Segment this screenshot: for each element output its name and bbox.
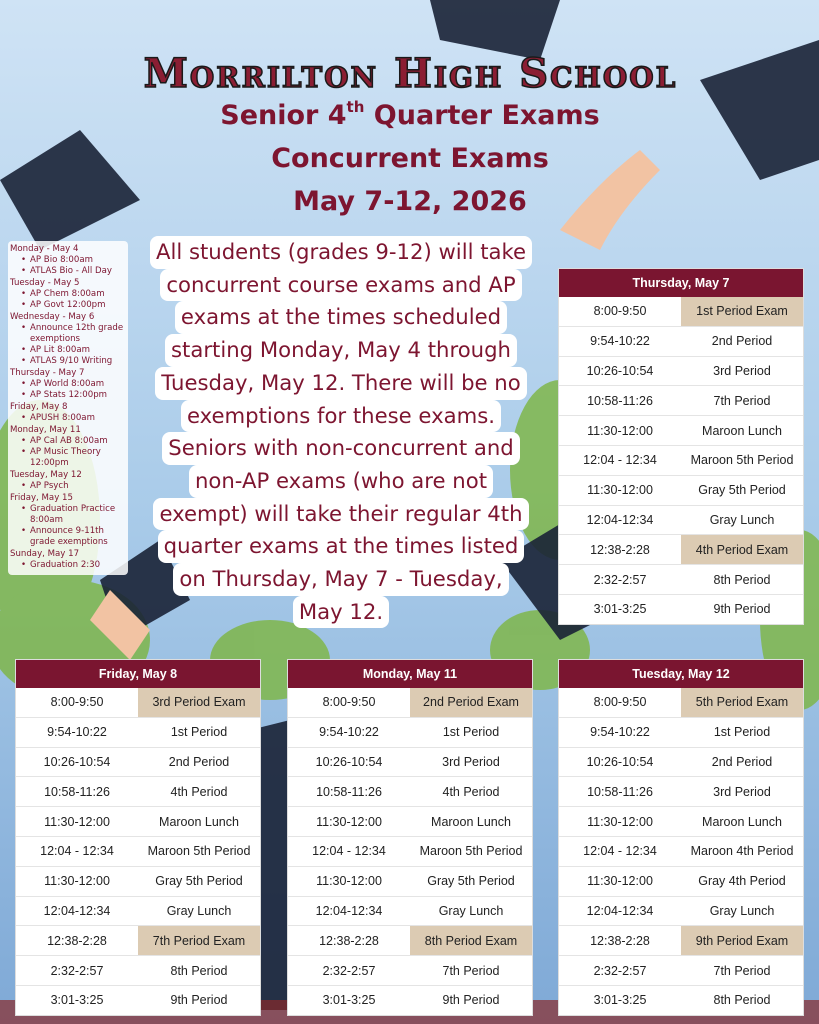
- schedule-friday: [15, 659, 261, 1016]
- period-cell: 9th Period: [170, 993, 228, 1008]
- time-cell: 10:58-11:26: [587, 393, 653, 408]
- calendar-event: • AP Lit 8:00am: [10, 345, 126, 356]
- schedule-header: Thursday, May 7: [559, 269, 803, 297]
- time-cell: 3:01-3:25: [322, 993, 376, 1008]
- schedule-row: [559, 688, 803, 718]
- schedule-row: [559, 565, 803, 595]
- calendar-day: Monday, May 11: [10, 425, 81, 435]
- schedule-row: [559, 327, 803, 357]
- time-cell: 11:30-12:00: [587, 423, 653, 438]
- calendar-day: Thursday - May 7: [10, 368, 85, 378]
- notice-line: exams at the times scheduled: [175, 301, 507, 334]
- school-logo-text: Morrilton High School: [143, 49, 678, 97]
- schedule-row: [288, 926, 532, 956]
- period-cell: 3rd Period: [442, 754, 500, 769]
- schedule-row: [288, 807, 532, 837]
- period-cell: 1st Period: [442, 725, 500, 740]
- time-cell: 9:54-10:22: [590, 725, 650, 740]
- schedule-row: [559, 748, 803, 778]
- period-cell: Gray Lunch: [709, 512, 775, 527]
- title-line-3: May 7-12, 2026: [293, 186, 527, 217]
- schedule-row: [16, 837, 260, 867]
- period-cell: 7th Period: [442, 963, 500, 978]
- calendar-event: • Announce 9-11th grade exemptions: [10, 526, 126, 548]
- calendar-day: Sunday, May 17: [10, 549, 80, 559]
- schedule-monday: [287, 659, 533, 1016]
- calendar-event: • AP Stats 12:00pm: [10, 390, 126, 401]
- schedule-row: [288, 837, 532, 867]
- calendar-day: Wednesday - May 6: [10, 312, 95, 322]
- time-cell: 12:04-12:34: [586, 512, 654, 527]
- schedule-row: [288, 777, 532, 807]
- exam-notice: [136, 236, 546, 628]
- period-cell: Gray Lunch: [709, 903, 775, 918]
- period-cell: Maroon 5th Period: [419, 844, 523, 859]
- exam-period-cell: 8th Period Exam: [410, 926, 532, 955]
- time-cell: 10:26-10:54: [586, 363, 654, 378]
- schedule-row: [559, 807, 803, 837]
- time-cell: 8:00-9:50: [593, 695, 647, 710]
- period-cell: Maroon Lunch: [702, 423, 782, 438]
- period-cell: Maroon Lunch: [702, 814, 782, 829]
- schedule-row: [16, 926, 260, 956]
- time-cell: 8:00-9:50: [593, 304, 647, 319]
- schedule-row: [288, 956, 532, 986]
- time-cell: 11:30-12:00: [587, 874, 653, 889]
- schedule-row: [288, 748, 532, 778]
- time-cell: 9:54-10:22: [47, 725, 107, 740]
- time-cell: 2:32-2:57: [50, 963, 104, 978]
- schedule-row: [559, 535, 803, 565]
- notice-line: quarter exams at the times listed: [158, 530, 525, 563]
- schedule-row: [559, 595, 803, 624]
- schedule-row: [288, 986, 532, 1015]
- period-cell: 7th Period: [713, 963, 771, 978]
- time-cell: 11:30-12:00: [44, 874, 110, 889]
- period-cell: 2nd Period: [711, 754, 773, 769]
- period-cell: 1st Period: [713, 725, 771, 740]
- time-cell: 10:26-10:54: [315, 754, 383, 769]
- calendar-event: • APUSH 8:00am: [10, 413, 126, 424]
- time-cell: 2:32-2:57: [593, 572, 647, 587]
- period-cell: Gray 5th Period: [427, 874, 515, 889]
- time-cell: 10:58-11:26: [44, 784, 110, 799]
- title-line-1: Senior 4th Quarter Exams: [220, 98, 600, 131]
- period-cell: Gray Lunch: [166, 903, 232, 918]
- time-cell: 11:30-12:00: [587, 814, 653, 829]
- period-cell: 2nd Period: [711, 334, 773, 349]
- time-cell: 12:38-2:28: [590, 933, 650, 948]
- schedule-row: [559, 718, 803, 748]
- time-cell: 2:32-2:57: [593, 963, 647, 978]
- calendar-event: • AP Chem 8:00am: [10, 289, 126, 300]
- exam-period-cell: 9th Period Exam: [681, 926, 803, 955]
- title-line-2: Concurrent Exams: [271, 143, 549, 174]
- notice-line: non-AP exams (who are not: [189, 465, 493, 498]
- exam-period-cell: 5th Period Exam: [681, 688, 803, 717]
- time-cell: 3:01-3:25: [593, 602, 647, 617]
- exam-period-cell: 4th Period Exam: [681, 535, 803, 564]
- notice-line: All students (grades 9-12) will take: [150, 236, 532, 269]
- time-cell: 11:30-12:00: [316, 874, 382, 889]
- schedule-row: [16, 867, 260, 897]
- schedule-row: [16, 986, 260, 1015]
- time-cell: 12:04 - 12:34: [312, 844, 386, 859]
- time-cell: 10:26-10:54: [586, 754, 654, 769]
- period-cell: Maroon Lunch: [159, 814, 239, 829]
- schedule-row: [559, 297, 803, 327]
- exam-period-cell: 3rd Period Exam: [138, 688, 260, 717]
- schedule-row: [288, 718, 532, 748]
- time-cell: 3:01-3:25: [50, 993, 104, 1008]
- schedule-row: [559, 506, 803, 536]
- schedule-row: [16, 688, 260, 718]
- schedule-row: [559, 986, 803, 1015]
- notice-line: Tuesday, May 12. There will be no: [155, 367, 526, 400]
- schedule-tuesday: [558, 659, 804, 1016]
- calendar-event: • Announce 12th grade exemptions: [10, 323, 126, 345]
- time-cell: 12:04-12:34: [315, 903, 383, 918]
- schedule-header: Monday, May 11: [288, 660, 532, 688]
- period-cell: 8th Period: [713, 993, 771, 1008]
- period-cell: Gray Lunch: [438, 903, 504, 918]
- time-cell: 3:01-3:25: [593, 993, 647, 1008]
- time-cell: 11:30-12:00: [587, 483, 653, 498]
- notice-line: exemptions for these exams.: [181, 400, 501, 433]
- ap-exam-calendar: [8, 241, 128, 575]
- schedule-row: [559, 897, 803, 927]
- schedule-row: [559, 956, 803, 986]
- schedule-header: Friday, May 8: [16, 660, 260, 688]
- period-cell: Maroon 5th Period: [690, 453, 794, 468]
- schedule-row: [16, 897, 260, 927]
- period-cell: Gray 5th Period: [155, 874, 243, 889]
- schedule-row: [559, 837, 803, 867]
- period-cell: 9th Period: [713, 602, 771, 617]
- schedule-row: [559, 386, 803, 416]
- calendar-event: • AP Psych: [10, 481, 126, 492]
- schedule-row: [16, 777, 260, 807]
- schedule-row: [288, 688, 532, 718]
- calendar-event: • AP Music Theory 12:00pm: [10, 447, 126, 469]
- schedule-row: [559, 777, 803, 807]
- exam-period-cell: 1st Period Exam: [681, 297, 803, 326]
- time-cell: 10:58-11:26: [587, 784, 653, 799]
- period-cell: 8th Period: [713, 572, 771, 587]
- period-cell: Gray 4th Period: [698, 874, 786, 889]
- schedule-row: [559, 476, 803, 506]
- time-cell: 9:54-10:22: [319, 725, 379, 740]
- exam-period-cell: 2nd Period Exam: [410, 688, 532, 717]
- period-cell: 2nd Period: [168, 754, 230, 769]
- calendar-event: • Graduation 2:30: [10, 560, 126, 571]
- schedule-row: [559, 867, 803, 897]
- time-cell: 12:38-2:28: [590, 542, 650, 557]
- schedule-header: Tuesday, May 12: [559, 660, 803, 688]
- time-cell: 8:00-9:50: [50, 695, 104, 710]
- schedule-row: [559, 416, 803, 446]
- period-cell: 7th Period: [713, 393, 771, 408]
- schedule-row: [559, 926, 803, 956]
- period-cell: 4th Period: [442, 784, 500, 799]
- time-cell: 12:04-12:34: [43, 903, 111, 918]
- time-cell: 2:32-2:57: [322, 963, 376, 978]
- calendar-event: • Graduation Practice 8:00am: [10, 504, 126, 526]
- period-cell: 8th Period: [170, 963, 228, 978]
- time-cell: 8:00-9:50: [322, 695, 376, 710]
- notice-line: on Thursday, May 7 - Tuesday,: [173, 563, 508, 596]
- schedule-row: [16, 748, 260, 778]
- schedule-row: [16, 807, 260, 837]
- calendar-event: • AP Cal AB 8:00am: [10, 436, 126, 447]
- schedule-row: [559, 446, 803, 476]
- calendar-day: Tuesday, May 12: [10, 470, 82, 480]
- notice-line: starting Monday, May 4 through: [165, 334, 517, 367]
- notice-line: concurrent course exams and AP: [160, 269, 521, 302]
- time-cell: 11:30-12:00: [44, 814, 110, 829]
- time-cell: 12:38-2:28: [319, 933, 379, 948]
- time-cell: 10:26-10:54: [43, 754, 111, 769]
- time-cell: 11:30-12:00: [316, 814, 382, 829]
- schedule-row: [559, 357, 803, 387]
- exam-period-cell: 7th Period Exam: [138, 926, 260, 955]
- calendar-day: Monday - May 4: [10, 244, 79, 254]
- period-cell: Maroon 5th Period: [147, 844, 251, 859]
- time-cell: 12:04 - 12:34: [40, 844, 114, 859]
- period-cell: 1st Period: [170, 725, 228, 740]
- schedule-row: [16, 956, 260, 986]
- schedule-row: [288, 867, 532, 897]
- calendar-day: Tuesday - May 5: [10, 278, 80, 288]
- notice-line: May 12.: [293, 596, 389, 629]
- time-cell: 12:38-2:28: [47, 933, 107, 948]
- period-cell: Gray 5th Period: [698, 483, 786, 498]
- period-cell: 4th Period: [170, 784, 228, 799]
- time-cell: 12:04 - 12:34: [583, 453, 657, 468]
- time-cell: 12:04-12:34: [586, 903, 654, 918]
- period-cell: 9th Period: [442, 993, 500, 1008]
- time-cell: 12:04 - 12:34: [583, 844, 657, 859]
- calendar-event: • ATLAS Bio - All Day: [10, 266, 126, 277]
- period-cell: Maroon 4th Period: [690, 844, 794, 859]
- schedule-row: [16, 718, 260, 748]
- calendar-day: Friday, May 15: [10, 493, 73, 503]
- period-cell: 3rd Period: [713, 784, 771, 799]
- notice-line: exempt) will take their regular 4th: [153, 498, 528, 531]
- period-cell: Maroon Lunch: [431, 814, 511, 829]
- calendar-day: Friday, May 8: [10, 402, 68, 412]
- time-cell: 9:54-10:22: [590, 334, 650, 349]
- calendar-event: • AP Govt 12:00pm: [10, 300, 126, 311]
- time-cell: 10:58-11:26: [316, 784, 382, 799]
- schedule-thursday: [558, 268, 804, 625]
- notice-line: Seniors with non-concurrent and: [162, 432, 519, 465]
- calendar-event: • ATLAS 9/10 Writing: [10, 356, 126, 367]
- period-cell: 3rd Period: [713, 363, 771, 378]
- schedule-row: [288, 897, 532, 927]
- calendar-event: • AP Bio 8:00am: [10, 255, 126, 266]
- calendar-event: • AP World 8:00am: [10, 379, 126, 390]
